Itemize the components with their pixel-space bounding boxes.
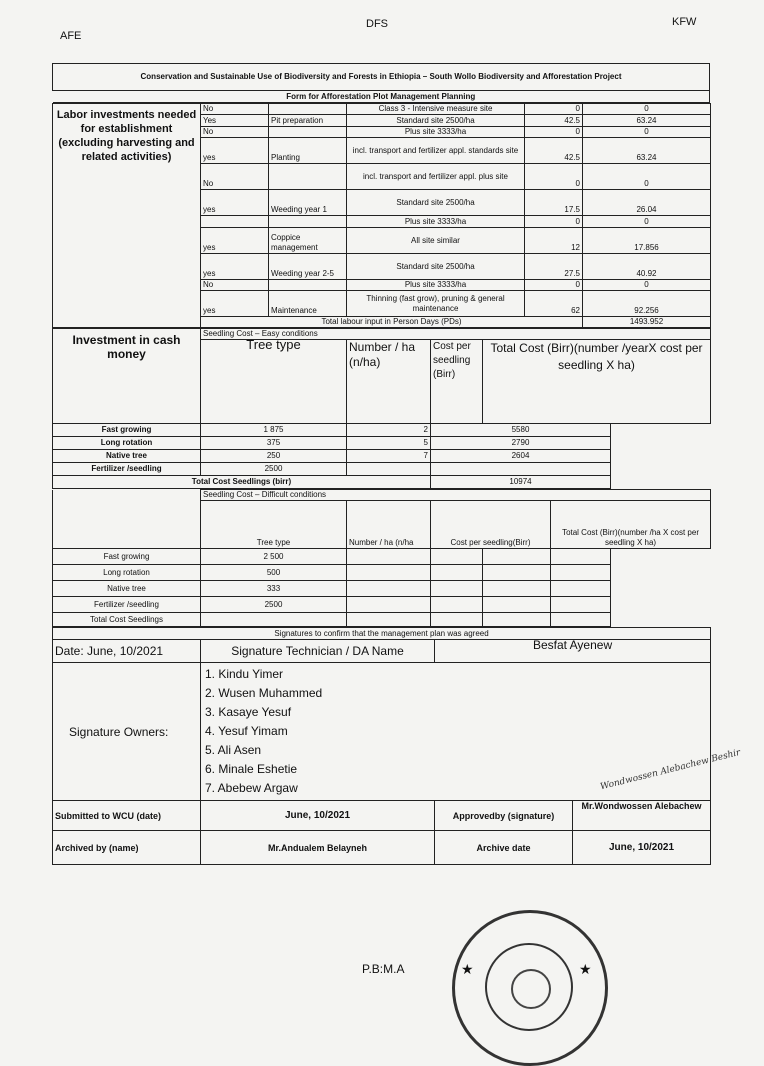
difficult-empty-cell: [347, 581, 431, 597]
easy-col-total: Total Cost (Birr)(number /yearX cost per seedling X ha): [483, 340, 711, 424]
labor-description: Standard site 2500/ha: [347, 190, 525, 216]
signatures-heading: Signatures to confirm that the management plan was agreed: [53, 628, 711, 640]
technician-label: Signature Technician / DA Name: [201, 640, 435, 663]
difficult-empty-cell: [483, 597, 551, 613]
labor-value-1: 12: [525, 228, 583, 254]
easy-total: 2790: [431, 437, 611, 450]
labor-flag: yes: [201, 254, 269, 280]
difficult-heading: Seedling Cost – Difficult conditions: [201, 490, 711, 501]
difficult-tree-type: Long rotation: [53, 565, 201, 581]
labor-flag: yes: [201, 138, 269, 164]
labor-value-2: 63.24: [583, 138, 711, 164]
difficult-row: [53, 549, 711, 565]
archiver-name: Mr.Andualem Belayneh: [201, 831, 435, 865]
difficult-empty-cell: [431, 581, 483, 597]
easy-col-cost: Cost per seedling (Birr): [431, 340, 483, 424]
submitted-date: June, 10/2021: [201, 801, 435, 831]
signatures-table: [52, 627, 711, 865]
labor-value-1: 42.5: [525, 115, 583, 127]
labor-flag: Yes: [201, 115, 269, 127]
difficult-tree-type: Fast growing: [53, 549, 201, 565]
owners-label: Signature Owners:: [53, 663, 201, 801]
footer-code: P.B:M.A: [362, 962, 405, 976]
owner-name: 7. Abebew Argaw: [205, 781, 298, 795]
labor-activity: Coppice management: [269, 228, 347, 254]
easy-cost-table: [52, 328, 711, 489]
official-stamp: [452, 910, 608, 1066]
form-title-table: [52, 63, 710, 103]
labor-description: Thinning (fast grow), pruning & general maintenance: [347, 291, 525, 317]
easy-total-value: 10974: [431, 476, 611, 489]
stamp-inner-ring: [485, 943, 573, 1031]
labor-description: Plus site 3333/ha: [347, 127, 525, 138]
difficult-row: [53, 565, 711, 581]
labor-activity: Maintenance: [269, 291, 347, 317]
difficult-row: [53, 597, 711, 613]
difficult-empty-cell: [347, 597, 431, 613]
easy-col-tree: Tree type: [201, 340, 347, 424]
difficult-empty-cell: [551, 549, 611, 565]
easy-cost: 2: [347, 424, 431, 437]
easy-number: 250: [201, 450, 347, 463]
labor-value-2: 0: [583, 104, 711, 115]
difficult-col-number: Number / ha (n/ha: [347, 501, 431, 549]
easy-total: [431, 463, 611, 476]
difficult-empty-cell: [431, 549, 483, 565]
labor-flag: yes: [201, 228, 269, 254]
difficult-empty-cell: [483, 565, 551, 581]
labor-row: [53, 104, 711, 115]
difficult-empty-cell: [551, 565, 611, 581]
difficult-col-cost: Cost per seedling(Birr): [431, 501, 551, 549]
header-right: KFW: [672, 16, 697, 28]
labor-flag: [201, 216, 269, 228]
labor-activity: Weeding year 2-5: [269, 254, 347, 280]
archive-date-label: Archive date: [435, 831, 573, 865]
labor-value-2: 92.256: [583, 291, 711, 317]
easy-row: [53, 463, 711, 476]
owner-name: 4. Yesuf Yimam: [205, 724, 288, 738]
cash-label: Investment in cash money: [53, 329, 201, 424]
difficult-row: [53, 581, 711, 597]
labor-activity: Pit preparation: [269, 115, 347, 127]
easy-cost: 5: [347, 437, 431, 450]
header-center: DFS: [366, 18, 388, 30]
easy-col-number: Number / ha (n/ha): [347, 340, 431, 424]
labor-description: incl. transport and fertilizer appl. plus site: [347, 164, 525, 190]
labor-activity: [269, 164, 347, 190]
owner-name: 2. Wusen Muhammed: [205, 686, 323, 700]
owner-name: 6. Minale Eshetie: [205, 762, 298, 776]
date-label: Date: June, 10/2021: [53, 640, 201, 663]
difficult-empty-cell: [347, 565, 431, 581]
labor-value-1: 17.5: [525, 190, 583, 216]
difficult-cost-table: [52, 489, 711, 627]
labor-value-1: 0: [525, 280, 583, 291]
easy-cost: 7: [347, 450, 431, 463]
difficult-total-label: Total Cost Seedlings: [53, 613, 201, 627]
labor-flag: No: [201, 104, 269, 115]
difficult-tree-type: Fertilizer /seedling: [53, 597, 201, 613]
labor-description: Standard site 2500/ha: [347, 254, 525, 280]
form-title: Conservation and Sustainable Use of Biodiversity and Forests in Ethiopia – South Wollo Biodiversity and Afforestation Project: [53, 64, 710, 91]
labor-value-2: 0: [583, 280, 711, 291]
labor-flag: No: [201, 164, 269, 190]
easy-row: [53, 437, 711, 450]
difficult-empty-cell: [483, 549, 551, 565]
easy-number: 1 875: [201, 424, 347, 437]
easy-tree-type: Fast growing: [53, 424, 201, 437]
difficult-col-total: Total Cost (Birr)(number /ha X cost per seedling X ha): [551, 501, 711, 549]
labor-value-1: 0: [525, 104, 583, 115]
handwritten-signature: Wondwossen Alebachew Beshir: [599, 747, 742, 793]
archive-date: June, 10/2021: [573, 831, 711, 865]
labor-value-2: 0: [583, 216, 711, 228]
difficult-empty-cell: [431, 565, 483, 581]
labor-activity: [269, 104, 347, 115]
labor-description: Plus site 3333/ha: [347, 216, 525, 228]
labor-activity: [269, 127, 347, 138]
easy-tree-type: Fertilizer /seedling: [53, 463, 201, 476]
labor-activity: Weeding year 1: [269, 190, 347, 216]
approver-name: Mr.Wondwossen Alebachew: [573, 801, 711, 831]
labor-value-1: 0: [525, 216, 583, 228]
labor-flag: No: [201, 127, 269, 138]
labor-value-2: 0: [583, 164, 711, 190]
difficult-empty-cell: [431, 597, 483, 613]
labor-description: incl. transport and fertilizer appl. standards site: [347, 138, 525, 164]
labor-activity: Planting: [269, 138, 347, 164]
difficult-empty-cell: [483, 581, 551, 597]
labor-value-1: 0: [525, 127, 583, 138]
archived-label: Archived by (name): [53, 831, 201, 865]
owner-name: 3. Kasaye Yesuf: [205, 705, 292, 719]
labor-description: Class 3 - Intensive measure site: [347, 104, 525, 115]
labor-label: Labor investments needed for establishment (excluding harvesting and related activities): [53, 104, 201, 328]
form-subtitle: Form for Afforestation Plot Management Planning: [53, 91, 710, 103]
header-left: AFE: [60, 30, 82, 42]
labor-description: All site similar: [347, 228, 525, 254]
labor-value-1: 62: [525, 291, 583, 317]
labor-total-value: 1493.952: [583, 317, 711, 328]
difficult-col-tree: Tree type: [201, 501, 347, 549]
labor-activity: [269, 280, 347, 291]
technician-name: Besfat Ayenew: [435, 640, 711, 663]
submitted-label: Submitted to WCU (date): [53, 801, 201, 831]
labor-table: [52, 103, 711, 328]
labor-value-2: 0: [583, 127, 711, 138]
difficult-empty-cell: [551, 597, 611, 613]
easy-row: [53, 424, 711, 437]
labor-value-2: 40.92: [583, 254, 711, 280]
easy-heading: Seedling Cost – Easy conditions: [201, 329, 711, 340]
owner-name: 5. Ali Asen: [205, 743, 262, 757]
labor-value-1: 27.5: [525, 254, 583, 280]
easy-number: 2500: [201, 463, 347, 476]
easy-tree-type: Long rotation: [53, 437, 201, 450]
owner-name: 1. Kindu Yimer: [205, 667, 284, 681]
labor-flag: No: [201, 280, 269, 291]
planning-form: [52, 63, 710, 865]
easy-total: 2604: [431, 450, 611, 463]
approved-label: Approvedby (signature): [435, 801, 573, 831]
difficult-number: 2 500: [201, 549, 347, 565]
easy-row: [53, 450, 711, 463]
easy-tree-type: Native tree: [53, 450, 201, 463]
stamp-star-icon: ★: [579, 961, 592, 977]
easy-total: 5580: [431, 424, 611, 437]
stamp-star-icon: ★: [461, 961, 474, 977]
labor-activity: [269, 216, 347, 228]
labor-description: Plus site 3333/ha: [347, 280, 525, 291]
easy-total-label: Total Cost Seedlings (birr): [53, 476, 431, 489]
difficult-number: 333: [201, 581, 347, 597]
labor-total-label: Total labour input in Person Days (PDs): [201, 317, 583, 328]
easy-number: 375: [201, 437, 347, 450]
labor-value-2: 63.24: [583, 115, 711, 127]
difficult-empty-cell: [551, 581, 611, 597]
difficult-tree-type: Native tree: [53, 581, 201, 597]
easy-cost: [347, 463, 431, 476]
labor-description: Standard site 2500/ha: [347, 115, 525, 127]
stamp-emblem-icon: [511, 969, 551, 1009]
labor-value-2: 17.856: [583, 228, 711, 254]
difficult-number: 2500: [201, 597, 347, 613]
labor-flag: yes: [201, 291, 269, 317]
labor-value-1: 0: [525, 164, 583, 190]
labor-flag: yes: [201, 190, 269, 216]
difficult-empty-cell: [347, 549, 431, 565]
labor-value-2: 26.04: [583, 190, 711, 216]
difficult-number: 500: [201, 565, 347, 581]
labor-value-1: 42.5: [525, 138, 583, 164]
